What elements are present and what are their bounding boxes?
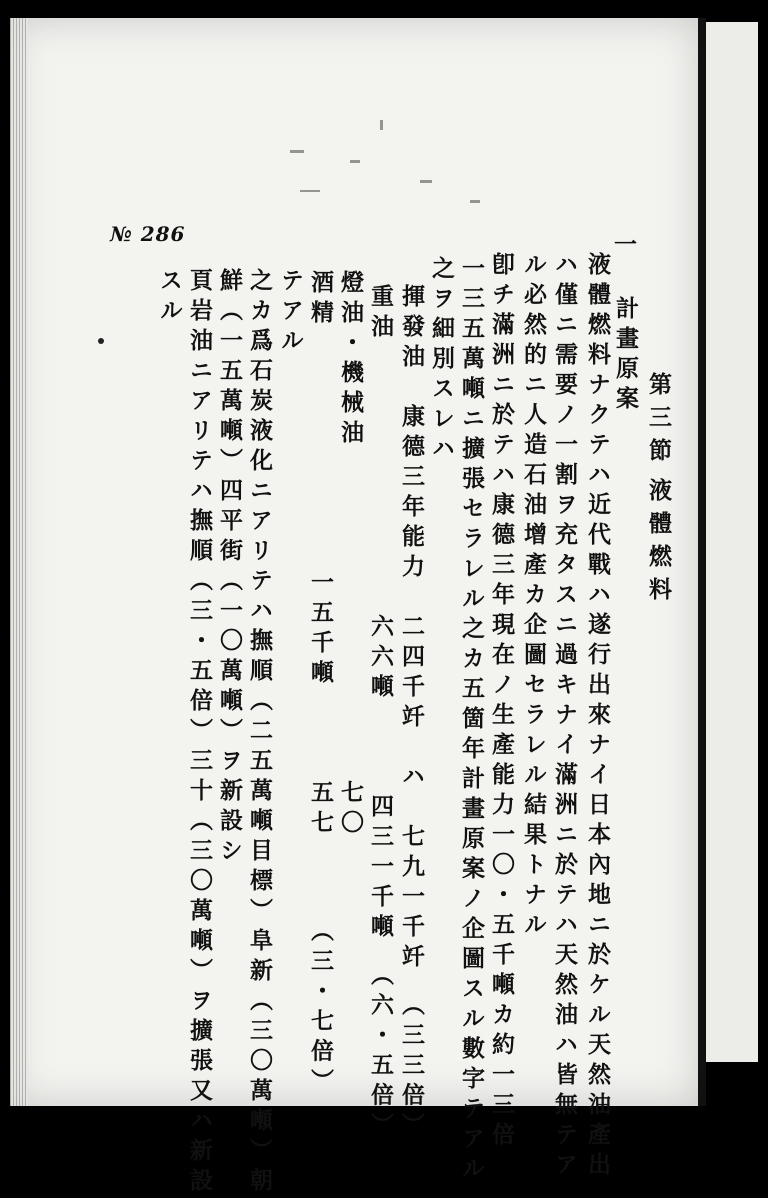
text-column: 重油 六六噸 四三一千噸 （六・五倍）	[367, 284, 394, 1143]
page-gutter	[698, 18, 706, 1106]
text-column: テアル	[277, 268, 304, 358]
text-column: 一三五萬噸ニ擴張セラレル之カ五箇年計畫原案ノ企圖スル數字テアル	[458, 256, 485, 1186]
bleed-speck	[350, 160, 360, 163]
text-column: 揮發油 康德三年能力 二四千竏 ハ 七九一千竏 （三三倍）	[398, 284, 425, 1143]
text-column: 燈油・機械油 七〇	[337, 270, 364, 840]
bleed-speck	[470, 200, 480, 203]
text-column: ハ僅ニ需要ノ一割ヲ充タスニ過キナイ滿洲ニ於テハ天然油ハ皆無テア	[551, 252, 578, 1182]
text-column: 液體燃料ナクテハ近代戰ハ遂行出來ナイ日本內地ニ於ケル天然油產出	[584, 252, 611, 1182]
text-column: スル	[156, 268, 183, 328]
text-column: 酒精 一五千噸 五七 （三・七倍）	[307, 270, 334, 1099]
text-column: 之カ爲石炭液化ニアリテハ撫順（二五萬噸目標）阜新（三〇萬噸）朝	[246, 268, 273, 1198]
text-column: ル必然的ニ人造石油增產カ企圖セラレル結果トナル	[520, 252, 547, 942]
next-page-edge	[706, 22, 758, 1062]
binding-edge	[10, 18, 28, 1106]
bleed-speck	[420, 180, 432, 183]
text-column: 頁岩油ニアリテハ撫順（三・五倍）三十（三〇萬噸）ヲ擴張又ハ新設	[186, 268, 213, 1198]
text-column: 卽チ滿洲ニ於テハ康德三年現在ノ生產能力一〇・五千噸カ約一三倍	[488, 252, 515, 1152]
heading-marker: 一	[610, 232, 637, 262]
text-column: 鮮（一五萬噸）四平街（一〇萬噸）ヲ新設シ	[216, 268, 243, 868]
bleed-speck	[380, 120, 383, 130]
bleed-speck	[300, 190, 320, 192]
margin-dot	[98, 338, 104, 344]
section-number: 第三節	[645, 372, 672, 471]
page-number: № 286	[110, 222, 186, 246]
plan-title: 計畫原案	[612, 296, 639, 416]
section-title: 液體燃料	[645, 478, 672, 610]
text-column: 之ヲ細別スレハ	[428, 256, 455, 466]
bleed-speck	[290, 150, 304, 153]
